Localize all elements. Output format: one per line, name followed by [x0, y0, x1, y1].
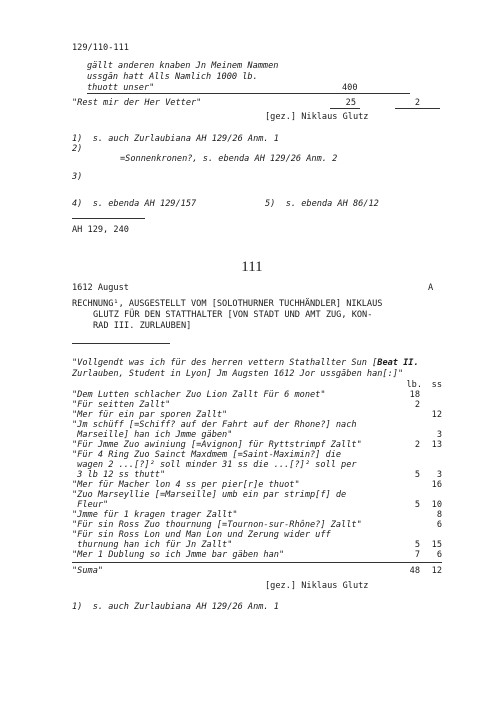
text-line: gällt anderen knaben Jn Meinem Nammen — [87, 61, 279, 71]
divider — [72, 343, 170, 344]
entry-text: "Mer für ein par sporen Zallt" — [72, 410, 228, 420]
footnote-number: 2) — [72, 144, 83, 154]
intro-text: "Vollgendt was ich für des herren vettern Stathallter Sun [ — [72, 358, 378, 368]
entry-ss: 10 — [431, 500, 442, 510]
entry-text: "Zuo Marseyllie [=Marseille] umb ein par strimp[f] de — [72, 490, 347, 500]
intro-line: Zurlauben, Student in Lyon] Jm Augsten 1612 Jor ussgāben han[:]" — [72, 369, 404, 379]
amount-value: 400 — [342, 83, 358, 93]
divider — [395, 108, 440, 109]
entry-ss: 3 — [436, 430, 442, 440]
entry-text: wagen 2 ...[?]² soll minder 31 ss die ...[?]² soll per — [72, 460, 357, 470]
footnote: =Sonnenkronen?, s. ebenda AH 129/26 Anm. 2 — [120, 154, 338, 164]
rest-ss: 2 — [414, 98, 420, 108]
entry-text: Fleur" — [72, 500, 109, 510]
entry-text: thurnung han ich für Jn Zallt" — [72, 540, 233, 550]
entry-text: "Für sin Ross Lon und Man Lon und Zerung wider uff — [72, 530, 331, 540]
entry-text: "Jm schüff [=Schiff? auf der Fahrt auf der Rhone?] nach — [72, 420, 357, 430]
entry-text: "Für Jmme Zuo awiniung [=Avignon] für Ryttstrimpf Zallt" — [72, 440, 362, 450]
entry-ss: 13 — [431, 440, 442, 450]
entry-text: "Dem Lutten schlacher Zuo Lion Zallt Für 6 monet" — [72, 390, 326, 400]
sum-label: "Suma" — [72, 566, 104, 576]
entry-ss: 3 — [436, 470, 442, 480]
document-date: 1612 August — [72, 283, 129, 293]
divider — [87, 93, 410, 94]
entry-text: "Für sin Ross Zuo thournung [=Tournon-sur-Rhône?] Zallt" — [72, 520, 362, 530]
column-header-lb: lb. — [406, 380, 422, 390]
entry-lb: 5 — [414, 540, 420, 550]
entry-lb: 7 — [414, 550, 420, 560]
entry-lb: 18 — [409, 390, 420, 400]
entry-lb: 2 — [414, 400, 420, 410]
rest-lb: 25 — [345, 98, 356, 108]
entry-ss: 15 — [431, 540, 442, 550]
entry-text: Marseille] han ich Jmme gäben" — [72, 430, 233, 440]
document-number: 111 — [241, 259, 263, 275]
divider — [330, 108, 360, 109]
archive-reference: AH 129, 240 — [72, 225, 129, 235]
entry-text: "Mer 1 Dublung so ich Jmme bar gäben han" — [72, 550, 285, 560]
entry-lb: 5 — [414, 500, 420, 510]
entry-ss: 16 — [431, 480, 442, 490]
entry-ss: 6 — [436, 520, 442, 530]
entry-text: "Jmme für 1 kragen trager Zallt" — [72, 510, 238, 520]
signature: [gez.] Niklaus Glutz — [265, 581, 369, 591]
entry-text: "Mer für Macher lon 4 ss per pier[r]e thuot" — [72, 480, 300, 490]
rest-line: "Rest mir der Her Vetter" — [72, 98, 202, 108]
intro-name: Beat II. — [377, 358, 419, 368]
text-line: ussgān hatt Alls Namlich 1000 lb. — [87, 72, 258, 82]
entry-text: "Für seitten Zallt" — [72, 400, 171, 410]
divider — [72, 218, 145, 219]
footnote: 1) s. auch Zurlaubiana AH 129/26 Anm. 1 — [72, 134, 279, 144]
sum-lb: 48 — [409, 566, 420, 576]
footnote: 1) s. auch Zurlaubiana AH 129/26 Anm. 1 — [72, 602, 279, 612]
text-line: thuott unser" — [87, 83, 155, 93]
footnote-number: 3) — [72, 172, 83, 182]
sum-ss: 12 — [431, 566, 442, 576]
entry-ss: 6 — [436, 550, 442, 560]
page-header: 129/110-111 — [72, 43, 129, 53]
document-title-line: RECHNUNG¹, AUSGESTELLT VOM [SOLOTHURNER TUCHHÄNDLER] NIKLAUS — [72, 299, 383, 309]
entry-ss: 12 — [431, 410, 442, 420]
footnote: 5) s. ebenda AH 86/12 — [265, 199, 379, 209]
signature: [gez.] Niklaus Glutz — [265, 112, 369, 122]
column-header-ss: ss — [431, 380, 442, 390]
entry-text: "Für 4 Ring Zuo Sainct Maxdmem [=Saint-Maximin?] die — [72, 450, 342, 460]
intro-line — [72, 358, 419, 368]
entry-text: 3 lb 12 ss thutt" — [72, 470, 166, 480]
entry-lb: 2 — [414, 440, 420, 450]
entry-ss: 8 — [436, 510, 442, 520]
document-title-line: GLUTZ FÜR DEN STATTHALTER [VON STADT UND AMT ZUG, KON- — [93, 310, 373, 320]
divider — [72, 562, 442, 563]
footnote: 4) s. ebenda AH 129/157 — [72, 199, 197, 209]
entry-lb: 5 — [414, 470, 420, 480]
document-title-line: RAD III. ZURLAUBEN] — [93, 321, 192, 331]
document-letter: A — [428, 283, 434, 293]
